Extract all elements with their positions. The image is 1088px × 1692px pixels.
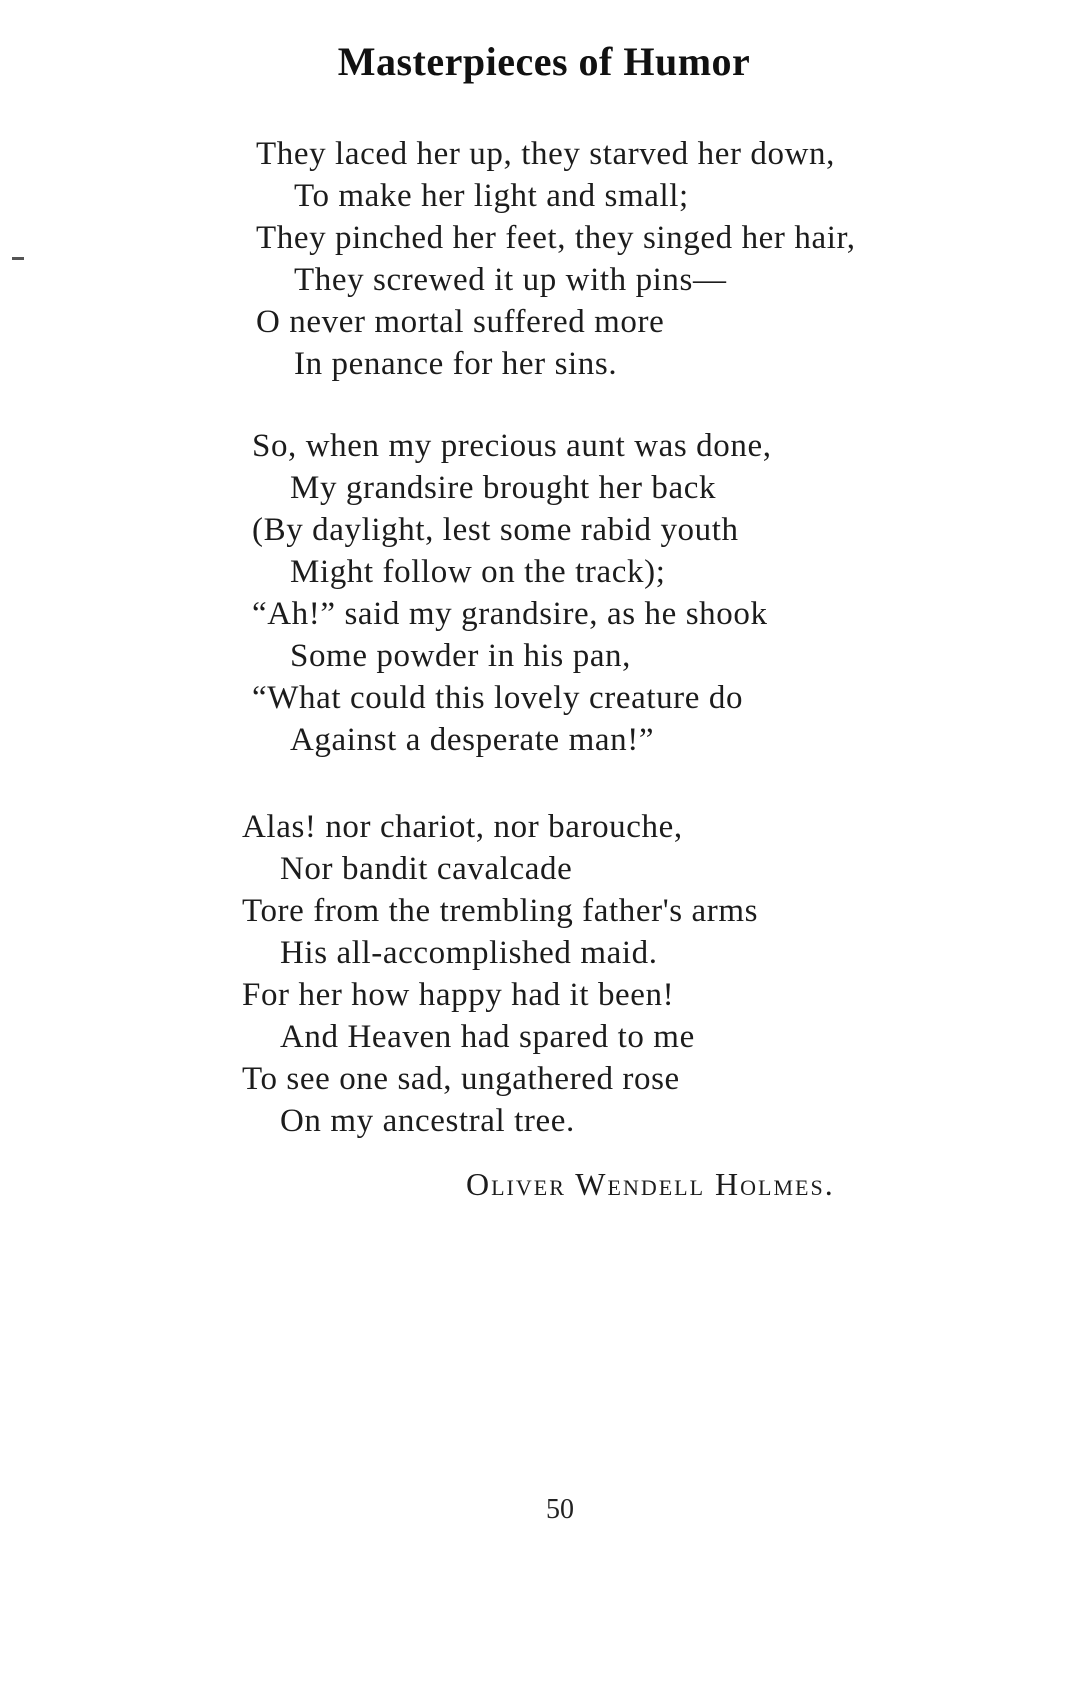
poem-line: And Heaven had spared to me	[280, 1019, 695, 1055]
poem-line: My grandsire brought her back	[290, 470, 717, 506]
poem-line: His all-accomplished maid.	[280, 935, 658, 971]
poem-line: So, when my precious aunt was done,	[252, 428, 772, 464]
poem-line: Might follow on the track);	[290, 554, 666, 590]
poem-line: To see one sad, ungathered rose	[242, 1061, 680, 1097]
margin-mark	[12, 257, 24, 260]
poem-line: (By daylight, lest some rabid youth	[252, 512, 739, 548]
poem-line: They laced her up, they starved her down,	[256, 136, 835, 172]
stanza-3	[242, 806, 1042, 1142]
poem-line: In penance for her sins.	[294, 346, 618, 382]
poem-line: On my ancestral tree.	[280, 1103, 575, 1139]
running-title: Masterpieces of Humor	[337, 39, 751, 84]
poem-line: O never mortal suffered more	[256, 304, 665, 340]
stanza-2	[252, 425, 1052, 761]
poem-line: They pinched her feet, they singed her hair,	[256, 220, 856, 256]
stanza-1	[256, 133, 1056, 385]
author-attribution: Oliver Wendell Holmes.	[466, 1166, 835, 1202]
poem-line: Tore from the trembling father's arms	[242, 893, 759, 929]
poem-line: Against a desperate man!”	[290, 722, 655, 758]
poem-line: Nor bandit cavalcade	[280, 851, 573, 887]
poem-line: Alas! nor chariot, nor barouche,	[242, 809, 683, 845]
page-number: 50	[546, 1494, 574, 1525]
poem-line: For her how happy had it been!	[242, 977, 675, 1013]
poem-line: To make her light and small;	[294, 178, 689, 214]
poem-line: “What could this lovely creature do	[252, 680, 744, 716]
poem-line: They screwed it up with pins—	[294, 262, 727, 298]
poem-line: Some powder in his pan,	[290, 638, 632, 674]
poem-line: “Ah!” said my grandsire, as he shook	[252, 596, 768, 632]
